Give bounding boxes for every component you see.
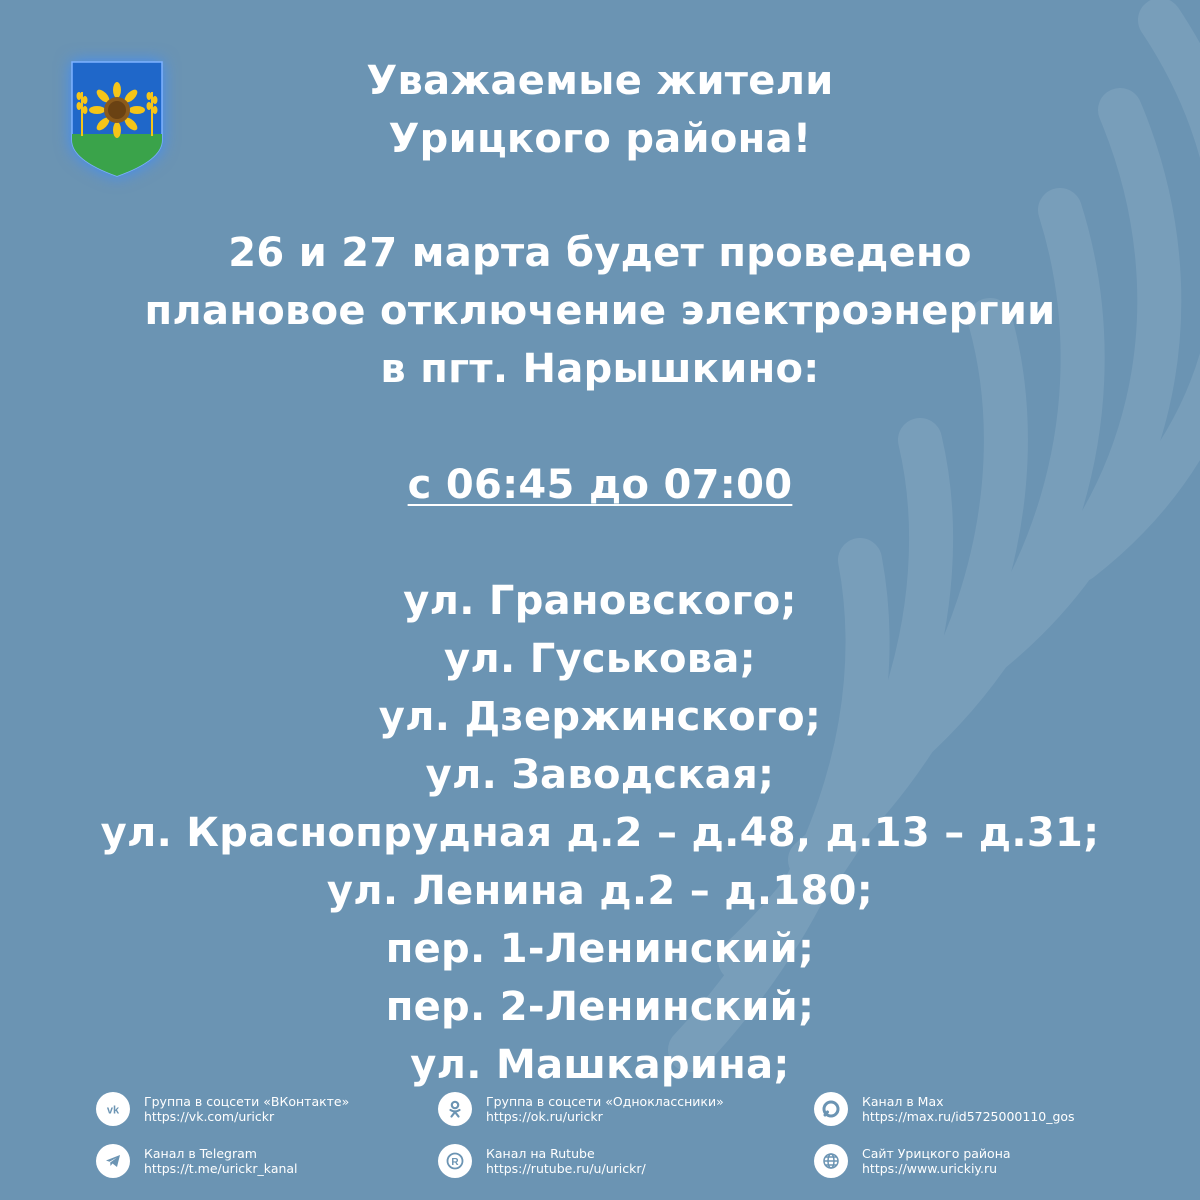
link-url: https://vk.com/urickr bbox=[144, 1109, 275, 1124]
announcement-line: в пгт. Нарышкино: bbox=[380, 346, 820, 392]
max-link[interactable] bbox=[814, 1088, 1075, 1130]
rutube-icon bbox=[438, 1144, 472, 1178]
link-title: Группа в соцсети «Одноклассники» bbox=[486, 1094, 724, 1109]
announcement-line: плановое отключение электроэнергии bbox=[144, 288, 1056, 334]
link-url: https://www.urickiy.ru bbox=[862, 1161, 998, 1176]
greeting-line: Уважаемые жители bbox=[366, 58, 834, 104]
street-item: ул. Заводская; bbox=[425, 752, 775, 798]
link-url: https://rutube.ru/u/urickr/ bbox=[486, 1161, 646, 1176]
street-item: ул. Дзержинского; bbox=[378, 694, 822, 740]
svg-text:R: R bbox=[451, 1157, 459, 1168]
globe-icon bbox=[814, 1144, 848, 1178]
link-title: Канал на Rutube bbox=[486, 1146, 595, 1161]
odnoklassniki-icon bbox=[438, 1092, 472, 1126]
link-url: https://max.ru/id5725000110_gos bbox=[862, 1109, 1075, 1124]
vk-icon bbox=[96, 1092, 130, 1126]
link-title: Группа в соцсети «ВКонтакте» bbox=[144, 1094, 350, 1109]
street-item: ул. Гуськова; bbox=[444, 636, 756, 682]
telegram-link[interactable] bbox=[96, 1140, 298, 1182]
website-link[interactable] bbox=[814, 1140, 1011, 1182]
rutube-link[interactable] bbox=[438, 1140, 646, 1182]
link-title: Канал в Telegram bbox=[144, 1146, 257, 1161]
link-title: Канал в Max bbox=[862, 1094, 944, 1109]
street-item: ул. Краснопрудная д.2 – д.48, д.13 – д.31; bbox=[100, 810, 1100, 856]
announcement-line: 26 и 27 марта будет проведено bbox=[228, 230, 972, 276]
street-item: ул. Ленина д.2 – д.180; bbox=[326, 868, 874, 914]
social-links bbox=[96, 1088, 1156, 1188]
greeting-line: Урицкого района! bbox=[388, 116, 812, 162]
street-item: ул. Грановского; bbox=[403, 578, 797, 624]
max-icon bbox=[814, 1092, 848, 1126]
announcement-text bbox=[0, 52, 1200, 1094]
odnoklassniki-link[interactable] bbox=[438, 1088, 724, 1130]
telegram-icon bbox=[96, 1144, 130, 1178]
vk-link[interactable] bbox=[96, 1088, 349, 1130]
link-url: https://ok.ru/urickr bbox=[486, 1109, 603, 1124]
link-title: Сайт Урицкого района bbox=[862, 1146, 1011, 1161]
svg-text:vk: vk bbox=[106, 1104, 120, 1117]
street-item: пер. 1-Ленинский; bbox=[385, 926, 815, 972]
link-url: https://t.me/urickr_kanal bbox=[144, 1161, 298, 1176]
street-item: пер. 2-Ленинский; bbox=[385, 984, 815, 1030]
time-range: с 06:45 до 07:00 bbox=[407, 462, 793, 508]
street-item: ул. Машкарина; bbox=[410, 1042, 790, 1088]
